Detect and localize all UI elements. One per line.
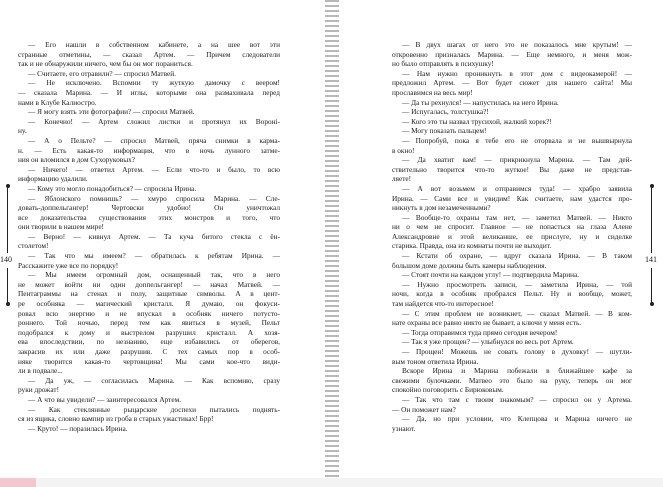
right-rule-lower xyxy=(651,268,652,304)
text-line: Ирина. — Сами все и увидим! Как считаете, нам удастся про- xyxy=(392,193,632,203)
text-line: столетом! xyxy=(18,241,49,251)
text-line: Расскажите уже все по порядку! xyxy=(18,260,119,270)
text-line: узнают. xyxy=(392,423,416,433)
text-line: ни о чем не спросит. Главное — не попасться на глаза Алене xyxy=(392,222,632,232)
text-line: — Мы имеем огромный дом, оснащенный так, что в него xyxy=(28,270,280,280)
text-line: свежими булочками. Матвео это было на руку, теперь он мог xyxy=(392,375,632,385)
text-line: ева впоследствии, по незнанию, еще избавились от оберегов, xyxy=(18,337,280,347)
right-page-number: 141 xyxy=(645,255,657,264)
text-line: — Считаете, его отравили? — спросил Матвей. xyxy=(28,68,176,78)
text-line: — Могу показать пальцем! xyxy=(402,126,487,136)
text-line: руки дрожат! xyxy=(18,385,60,395)
text-line: большом доме должны быть камеры наблюдения. xyxy=(392,260,547,270)
right-rule-bottom-dot xyxy=(650,302,654,306)
text-line: ствительно творится что-то жуткое! Вы даже не представ- xyxy=(392,164,632,174)
text-line: не может войти ни один доппельгангер! — начал Матвей. — xyxy=(18,279,280,289)
right-page xyxy=(392,40,632,433)
text-line: все доказательства существования этих монстров и того, что xyxy=(18,212,280,222)
book-gutter xyxy=(325,0,339,487)
text-line: в окно! xyxy=(392,145,415,155)
text-line: откровенно призналась Марина. — Еще немного, и меня мож- xyxy=(392,49,632,59)
text-line: — А о Пельте? — спросил Матвей, пряча снимки в карма- xyxy=(28,135,280,145)
left-page-number: 140 xyxy=(0,255,12,264)
text-line: ся из ящика, словно вампир из гроба в старых ужастиках! Брр! xyxy=(18,414,214,424)
text-line: странные отметины, — сказал Артем. — Причем следователи xyxy=(18,49,280,59)
text-line: — Так я уже прощен? — улыбнулся во весь рот Артем. xyxy=(402,337,574,347)
text-line: — Яблонского помнишь? — хмуро спросила Марина. — Сле- xyxy=(28,193,280,203)
text-line: — Вообще-то охраны там нет, — заметил Матвей. — Никто xyxy=(402,212,632,222)
text-line: ре особняка — магический кристалл. Я думаю, он фокуси- xyxy=(18,299,280,309)
text-line: — Попробуй, пока я тебе его не оторвала и не вышвырнула xyxy=(402,135,632,145)
text-line: старика. Правда, она из комнаты почти не выходит. xyxy=(392,241,552,251)
bottom-accent xyxy=(0,478,36,487)
text-line: — сказала Марина. — И иглы, которыми она размахивала перед xyxy=(18,87,280,97)
text-line: ния он вломился в дом Сухоруковых? xyxy=(18,155,135,165)
text-line: там найдется что-то интересное! xyxy=(392,299,494,309)
left-rule-upper xyxy=(7,188,8,253)
text-line: — Да, но при условии, что Клепцова и Марина ничего не xyxy=(402,414,632,424)
text-line: — Стоят почти на каждом углу! — подтвердила Марина. xyxy=(402,270,580,280)
text-line: — Так что мы имеем? — обратилась к ребятам Ирина. — xyxy=(28,251,280,261)
text-line: — Прощен! Можешь не совать голову в духовку! — шутли- xyxy=(402,347,632,356)
text-line: но было отправлять в психушку! xyxy=(392,59,494,69)
text-line: — А вот возьмем и отправимся туда! — храбро заявила xyxy=(402,183,632,193)
text-line: ровал всю энергию и не впускал в особняк ничего потусто- xyxy=(18,308,280,318)
text-line: — Да хватит вам! — прикрикнула Марина. — Там дей- xyxy=(402,155,632,165)
text-line: — Испугалась, толстушка?! xyxy=(402,107,489,117)
right-rule-upper xyxy=(651,188,652,253)
text-line: спокойно поговорить с Бирюковым. xyxy=(392,385,504,395)
text-line: роннего. Той ночью, перед тем как явиться в музей, Пельт xyxy=(18,318,280,328)
text-line: закрасив их или даже разрушив. С тех самых пор в особ- xyxy=(18,347,280,356)
text-line: информацию удалили. xyxy=(18,174,88,184)
text-line: довать-доппельгангер! Чертовски удобно! Он уничтожал xyxy=(18,203,280,213)
left-page xyxy=(18,40,280,433)
text-line: н. — Есть какая-то информация, что в ночь лунного затме- xyxy=(18,145,280,155)
text-line: няке творится какая-то чертовщина! Мы сами кое-что види- xyxy=(18,356,280,366)
text-line: предложил Артем. — Вот будет сюжет для нашего сайта! Мы xyxy=(392,78,632,88)
text-line: — Кому это могло понадобиться? — спросила Ирина. xyxy=(28,183,197,193)
text-line: — Его нашли в собственном кабинете, а на шее вот эти xyxy=(28,40,280,49)
text-line: — Нужно просмотреть записи, — заметила Ирина, — той xyxy=(402,279,632,289)
text-line: — Конечно! — Артем сложил листки и протянул их Вороні- xyxy=(28,116,280,126)
text-line: — С этим проблем не возникнет, — сказал Матвей. — В ком- xyxy=(402,308,632,318)
text-line: — Тогда отправимся туда прямо сегодня вечером! xyxy=(402,327,558,337)
text-line: ночи, когда в особняк пробрался Пельт. Ну и вообще, может, xyxy=(392,289,632,299)
text-line: — Нам нужно проникнуть в этот дом с видеокамерой! — xyxy=(402,68,632,78)
text-line: — Верно! — кивнул Артем. — Та куча битого стекла с ён- xyxy=(28,231,280,241)
text-line: вым тоном ответила Ирина. xyxy=(392,356,479,366)
text-line: — Кстати об охране, — вдруг сказала Ирина. — В таком xyxy=(402,251,632,261)
text-line: Пентаграммы на стенах и полу, защитные символы. А в цент- xyxy=(18,289,280,299)
text-line: так и не обнаружили ничего, чем бы он мог пораниться. xyxy=(18,59,193,69)
bottom-strip xyxy=(0,478,663,487)
text-line: ну. xyxy=(18,126,27,136)
text-line: — Так что там с твоим знакомым? — спросил он у Артема. xyxy=(402,394,632,404)
text-line: — В двух шагах от него это не показалось мне крутым! — xyxy=(402,40,632,49)
text-line: — Да ты рехнулся! — напустилась на него Ирина. xyxy=(402,97,559,107)
text-line: — Ничего! — ответил Артем. — Если что-то и было, то всю xyxy=(28,164,280,174)
left-rule-lower xyxy=(7,268,8,304)
text-line: — Он поможет нам? xyxy=(392,404,456,414)
text-line: — Я могу взять эти фотографии? — спросил Матвей. xyxy=(28,107,195,117)
text-line: ляете! xyxy=(392,174,412,184)
text-line: они творили в нашем мире! xyxy=(18,222,104,232)
text-line: ли в подвале... xyxy=(18,366,63,376)
text-line: Александровне и этой великанше, ее прислуге, ну и сиделке xyxy=(392,231,632,241)
text-line: нами в Клубе Калиостро. xyxy=(18,97,97,107)
text-line: — Не исключено. Вспомни ту жуткую дамочку с веером! xyxy=(28,78,280,88)
text-line: — А что вы увидели? — заинтересовался Артем. xyxy=(28,394,182,404)
text-line: — Как стеклянные рыцарские доспехи пытались поднять- xyxy=(28,404,280,414)
text-line: никнуть в дом незамеченными? xyxy=(392,203,491,213)
left-rule-bottom-dot xyxy=(6,302,10,306)
text-line: подобрался к дому и выстрелом разрушил кристалл. А хозя- xyxy=(18,327,280,337)
text-line: прославимся на весь мир! xyxy=(392,87,473,97)
text-line: — Кого это ты назвал трусихой, жалкий хорек?! xyxy=(402,116,552,126)
text-line: — Да уж, — согласилась Марина. — Как вспомню, сразу xyxy=(28,375,280,385)
text-line: Вскоре Ирина и Марина побежали в ближайшее кафе за xyxy=(402,366,632,376)
text-line: нате охраны все равно никто не бывает, а ключи у меня есть. xyxy=(392,318,582,328)
text-line: — Круто! — поразилась Ирина. xyxy=(28,423,128,433)
